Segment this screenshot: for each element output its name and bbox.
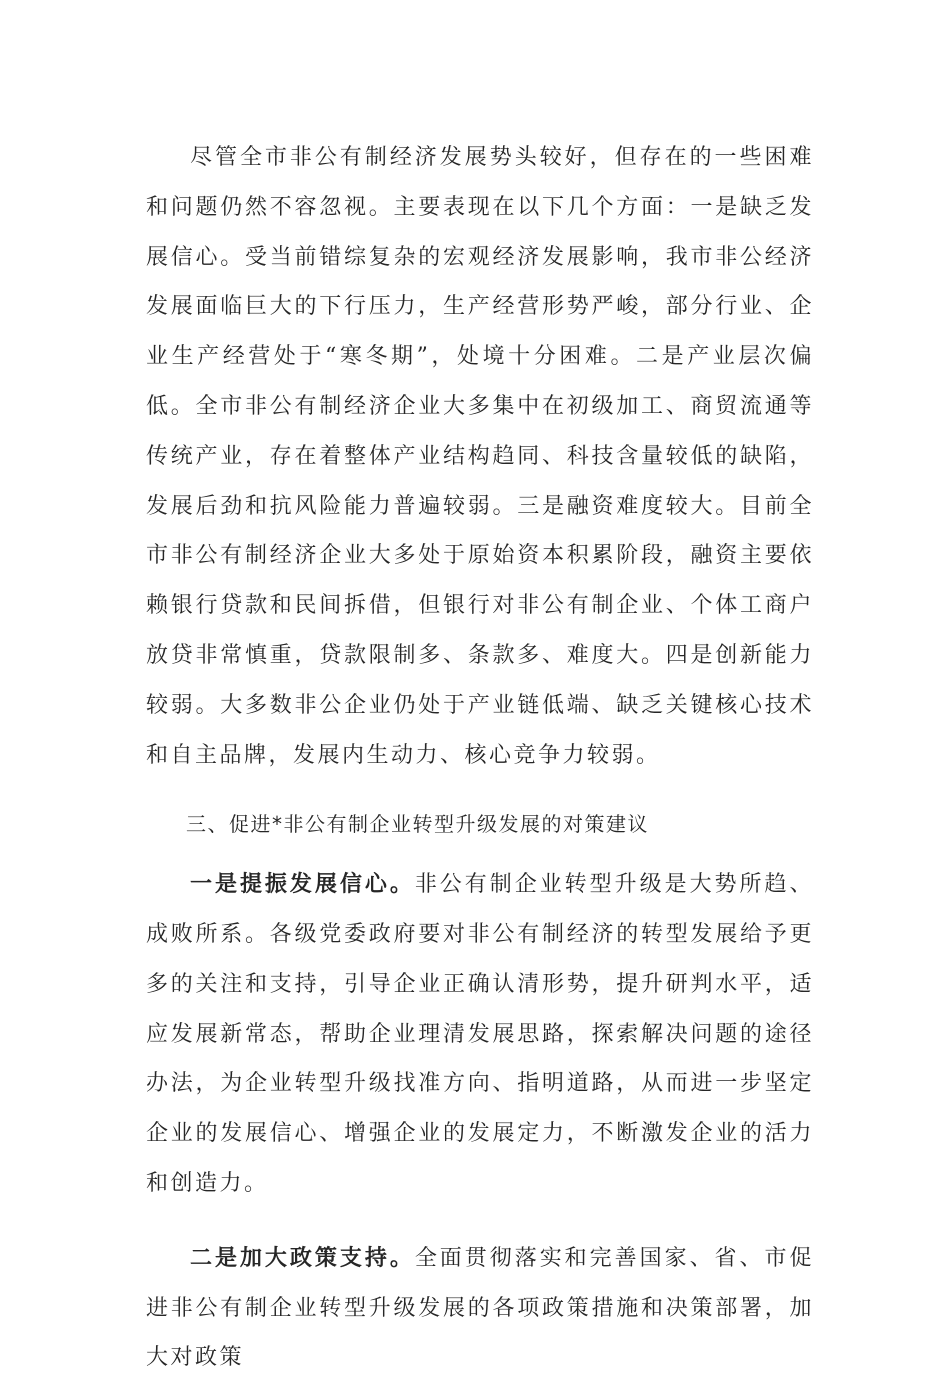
section-heading: 三、促进*非公有制企业转型升级发展的对策建议 bbox=[186, 812, 649, 837]
measure-paragraph-2 bbox=[146, 1234, 814, 1383]
measure-text-2: 全面贯彻落实和完善国家、省、市促进非公有制企业转型升级发展的各项政策措施和决策部署，加大对政策 bbox=[146, 1245, 814, 1371]
measure-lead-1: 一是提振发展信心。 bbox=[190, 871, 415, 898]
document-body bbox=[146, 133, 814, 1383]
paragraph-difficulties: 尽管全市非公有制经济发展势头较好，但存在的一些困难和问题仍然不容忽视。主要表现在以下几个方面：一是缺乏发展信心。受当前错综复杂的宏观经济发展影响，我市非公经济发展面临巨大的下行压力，生产经营形势严峻，部分行业、企业生产经营处于“寒冬期”，处境十分困难。二是产业层次偏低。全市非公有制经济企业大多集中在初级加工、商贸流通等传统产业，存在着整体产业结构趋同、科技含量较低的缺陷，发展后劲和抗风险能力普遍较弱。三是融资难度较大。目前全市非公有制经济企业大多处于原始资本积累阶段，融资主要依赖银行贷款和民间拆借，但银行对非公有制企业、个体工商户放贷非常慎重，贷款限制多、条款多、难度大。四是创新能力较弱。大多数非公企业仍处于产业链低端、缺乏关键核心技术和自主品牌，发展内生动力、核心竞争力较弱。 bbox=[146, 145, 814, 768]
measure-lead-2: 二是加大政策支持。 bbox=[190, 1244, 415, 1271]
measure-text-1: 非公有制企业转型升级是大势所趋、成败所系。各级党委政府要对非公有制经济的转型发展给予更多的关注和支持，引导企业正确认清形势，提升研判水平，适应发展新常态，帮助企业理清发展思路，探索解决问题的途径办法，为企业转型升级找准方向、指明道路，从而进一步坚定企业的发展信心、增强企业的发展定力，不断激发企业的活力和创造力。 bbox=[146, 872, 814, 1196]
measure-paragraph-1 bbox=[146, 860, 814, 1209]
